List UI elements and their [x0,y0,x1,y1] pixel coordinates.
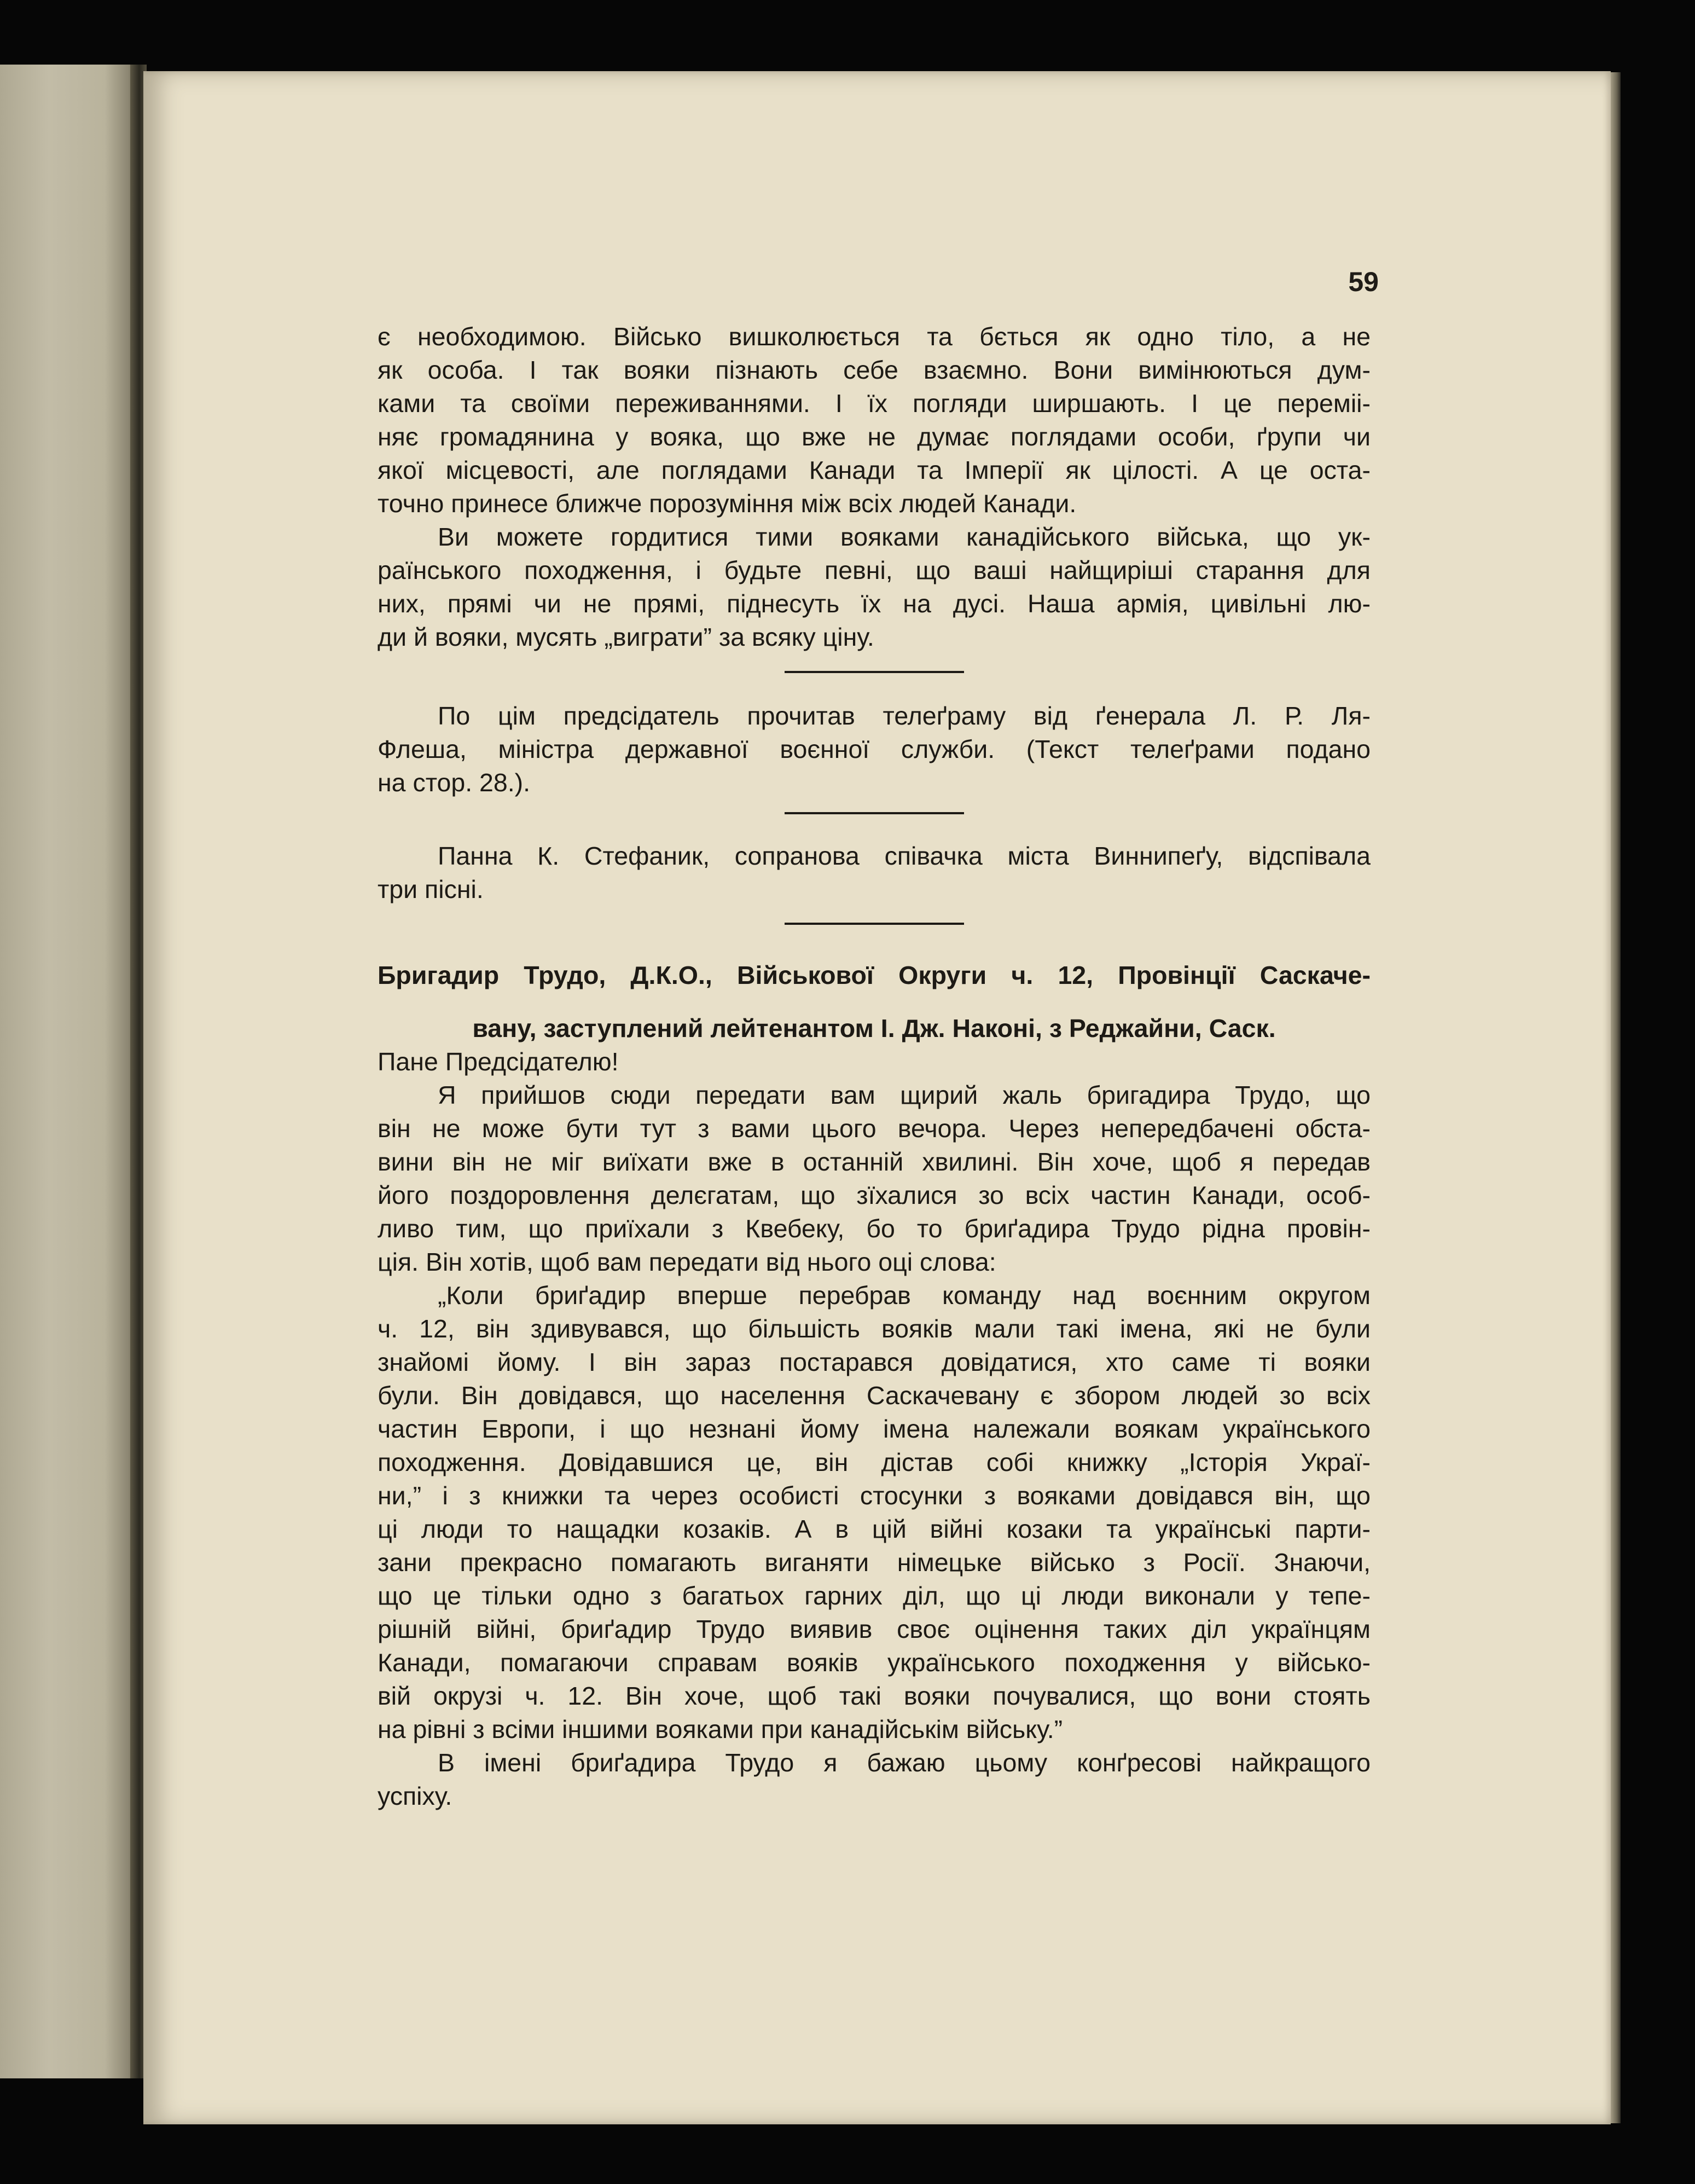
left-page-edge [0,65,140,2078]
text-line: ч. 12, він здивувався, що більшість вояків мали такі імена, які не були [378,1314,1371,1343]
text-line: вій окрузі ч. 12. Він хоче, щоб такі вояки почувалися, що вони стоять [378,1682,1371,1710]
salutation: Пане Предсідателю! [378,1047,619,1076]
text-line: його поздоровлення делєгатам, що зїхалися зо всіх частин Канади, особ- [378,1181,1371,1209]
text-line: раїнського походження, і будьте певні, що ваші найщиріші старання для [378,556,1371,584]
right-page-edge [1611,72,1621,2123]
text-line: Канади, помагаючи справам вояків українського походження у військо- [378,1648,1371,1677]
text-line: походження. Довідавшися це, він дістав собі книжку „Історія Украї- [378,1448,1371,1476]
page-text [378,320,1371,1813]
text-line: знайомі йому. І він зараз постарався довідатися, хто саме ті вояки [378,1348,1371,1376]
text-line: є необходимою. Військо вишколюється та бється як одно тіло, а не [378,322,1371,351]
text-line: ливо тим, що приїхали з Квебеку, бо то бриґадира Трудо рідна провін- [378,1214,1371,1243]
speech-paragraph-2 [378,1279,1371,1746]
text-line: що це тільки одно з багатьох гарних діл, що ці люди виконали у тепе- [378,1581,1371,1610]
text-line: якої місцевості, але поглядами Канади та Імперії як цілості. А це оста- [378,456,1371,484]
text-line: вини він не міг виїхати вже в останній хвилині. Він хоче, щоб я передав [378,1148,1371,1176]
section-divider [785,923,964,925]
text-line: ція. Він хотів, щоб вам передати від нього оці слова: [378,1248,996,1276]
text-line: ками та своїми переживаннями. І їх погляди ширшають. І це переміі- [378,389,1371,418]
text-line: „Коли бриґадир вперше перебрав команду над воєнним округом [438,1281,1371,1310]
text-line: рішній війні, бриґадир Трудо виявив своє оцінення таких діл українцям [378,1615,1371,1643]
speech-paragraph-1 [378,1079,1371,1279]
text-line: По цім предсідатель прочитав телеґраму від ґенерала Л. Р. Ля- [438,702,1371,730]
paragraph-1 [378,320,1371,520]
page-number: 59 [1348,267,1379,297]
heading-line: вану, заступлений лейтенантом І. Дж. Наконі, з Реджайни, Саск. [472,1014,1276,1042]
text-line: Ви можете гордитися тими вояками канадійського війська, що ук- [438,523,1371,551]
text-line: няє громадянина у вояка, що вже не думає поглядами особи, ґрупи чи [378,422,1371,451]
text-line: точно принесе ближче порозуміння між всіх людей Канади. [378,489,1077,518]
text-line: ці люди то нащадки козаків. А в цій війні козаки та українські парти- [378,1515,1371,1543]
text-line: В імені бриґадира Трудо я бажаю цьому конґресові найкращого [438,1748,1371,1777]
text-line: він не може бути тут з вами цього вечора. Через непередбачені обста- [378,1114,1371,1143]
song-note [378,839,1371,906]
text-line: зани прекрасно помагають виганяти німецьке військо з Росії. Знаючи, [378,1548,1371,1577]
text-line: Флеша, міністра державної воєнної служби. (Текст телеґрами подано [378,735,1371,763]
text-line: як особа. І так вояки пізнають себе взаємно. Вони вимінюються дум- [378,356,1371,384]
section-divider [785,671,964,673]
text-line: ди й вояки, мусять „виграти” за всяку ціну. [378,623,874,651]
text-line: успіху. [378,1782,452,1810]
text-line: них, прямі чи не прямі, піднесуть їх на дусі. Наша армія, цивільні лю- [378,589,1371,618]
text-line: ни,” і з книжки та через особисті стосунки з вояками довідався він, що [378,1481,1371,1510]
text-line: частин Европи, і що незнані йому імена належали воякам українського [378,1415,1371,1443]
text-line: Я прийшов сюди передати вам щирий жаль бригадира Трудо, що [438,1081,1371,1109]
text-line: Панна К. Стефаник, сопранова співачка міста Виннипеґу, відспівала [438,842,1371,870]
paragraph-2 [378,520,1371,654]
speech-paragraph-3 [378,1746,1371,1813]
text-line: на стор. 28.). [378,768,531,797]
telegram-note [378,699,1371,800]
heading-line: Бригадир Трудо, Д.К.О., Військової Округи ч. 12, Провінції Саскаче- [378,961,1371,989]
section-divider [785,812,964,814]
text-line: були. Він довідався, що населення Саскачевану є збором людей зо всіх [378,1381,1371,1410]
text-line: три пісні. [378,875,484,903]
text-line: на рівні з всіми іншими вояками при канадійськім війську.” [378,1715,1063,1743]
speech-heading [378,959,1371,1045]
